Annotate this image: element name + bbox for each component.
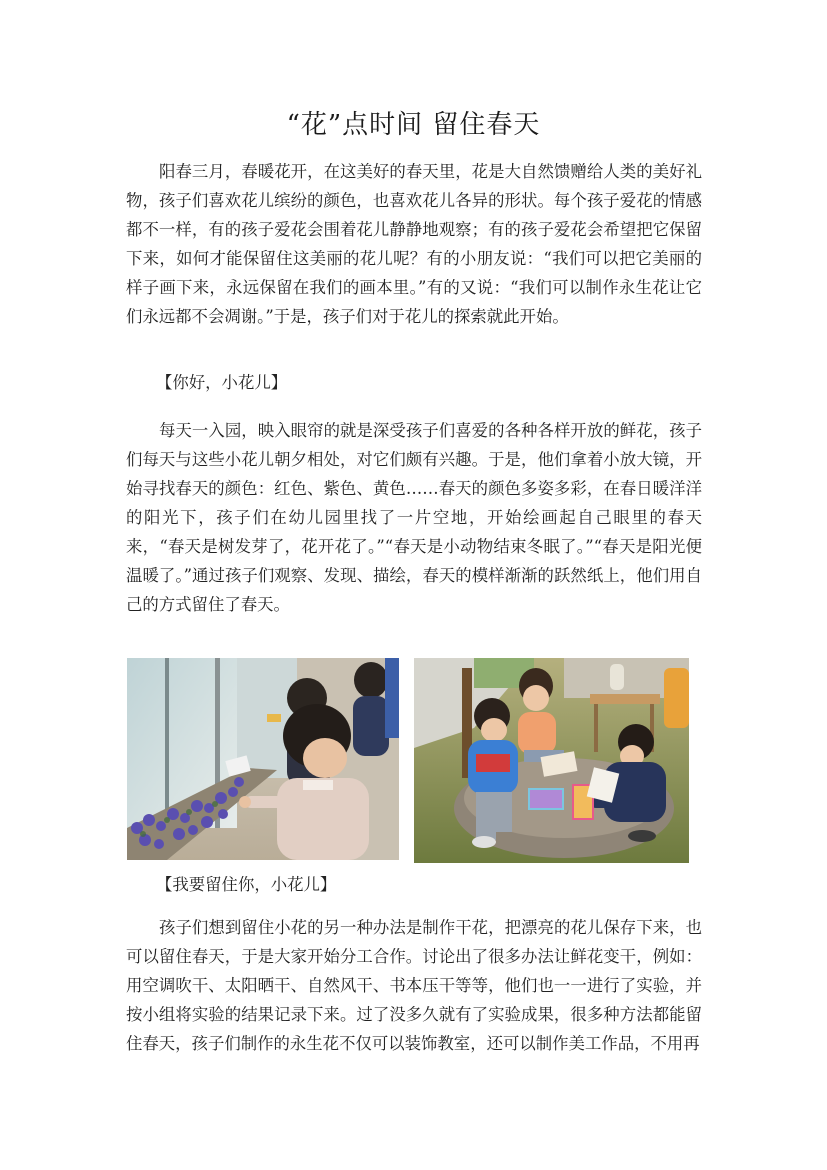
- photo-right-illustration: [414, 658, 689, 863]
- page-title: “花”点时间 留住春天: [286, 110, 541, 140]
- dried-flower-paragraph: 孩子们想到留住小花的另一种办法是制作干花，把漂亮的花儿保存下来，也可以留住春天，于是大家开始分工合作。讨论出了很多办法让鲜花变干，例如：用空调吹干、太阳晒干、自然风干、书本压干等等，他们也一一进行了实验，并按小组将实验的结果记录下来。过了没多久就有了实验成果，很多种方法都能留住春天，孩子们制作的永生花不仅可以装饰教室，还可以制作美工作品，不用再: [126, 918, 702, 1053]
- section-heading-keep-flower: 【我要留住你，小花儿】: [156, 875, 337, 894]
- children-drawing-photo: [414, 658, 689, 863]
- intro-paragraph: 阳春三月，春暖花开，在这美好的春天里，花是大自然馈赠给人类的美好礼物，孩子们喜欢花儿缤纷的颜色，也喜欢花儿各异的形状。每个孩子爱花的情感都不一样，有的孩子爱花会围着花儿静静地观察；有的孩子爱花会希望把它保留下来，如何才能保留住这美丽的花儿呢？有的小朋友说：“我们可以把它美丽的样子画下来，永远保留在我们的画本里。”有的又说：“我们可以制作永生花让它们永远都不会凋谢。”于是，孩子们对于花儿的探索就此开始。: [126, 162, 702, 326]
- children-flowers-photo: [127, 658, 399, 860]
- photo-left-illustration: [127, 658, 399, 860]
- section-heading-hello-flower: 【你好，小花儿】: [156, 373, 288, 392]
- observation-paragraph: 每天一入园，映入眼帘的就是深受孩子们喜爱的各种各样开放的鲜花，孩子们每天与这些小花儿朝夕相处，对它们颇有兴趣。于是，他们拿着小放大镜，开始寻找春天的颜色：红色、紫色、黄色……春天的颜色多姿多彩，在春日暖洋洋的阳光下，孩子们在幼儿园里找了一片空地，开始绘画起自己眼里的春天来，“春天是树发芽了，花开花了。”“春天是小动物结束冬眠了。”“春天是阳光便温暖了。”通过孩子们观察、发现、描绘，春天的模样渐渐的跃然纸上，他们用自己的方式留住了春天。: [126, 421, 702, 614]
